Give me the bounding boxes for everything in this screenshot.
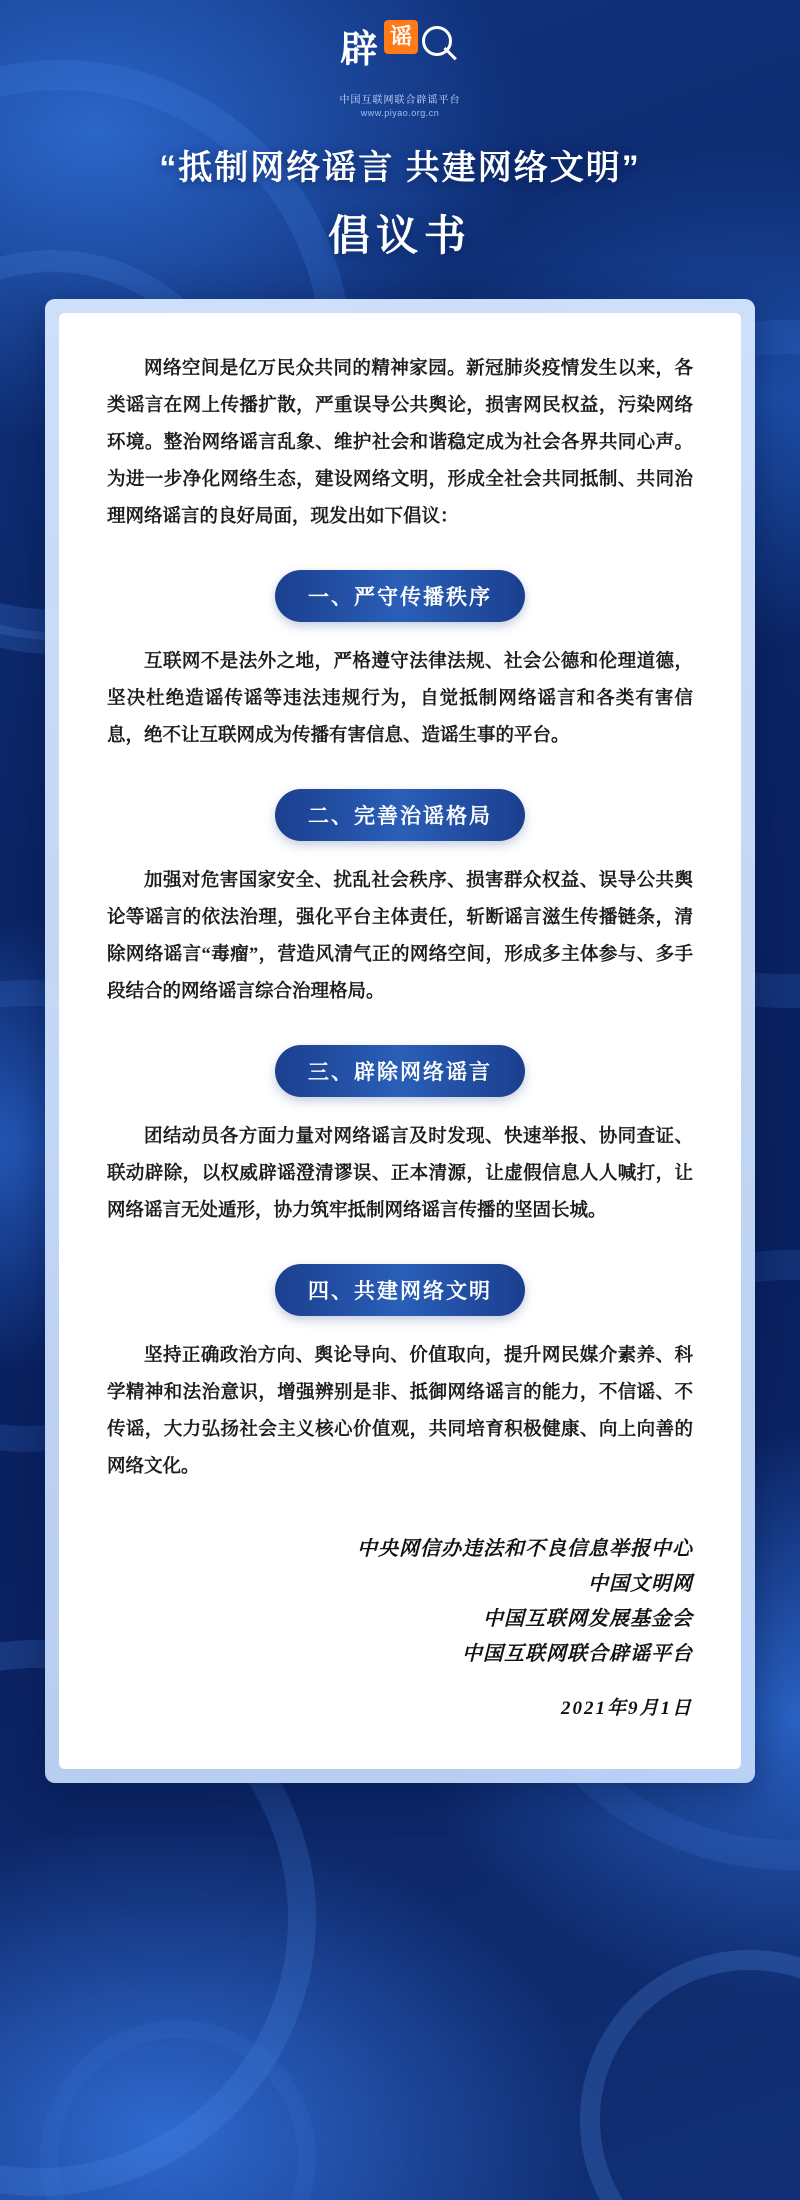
- logo-char-primary: 辟: [340, 29, 380, 71]
- section-text-4: 坚持正确政治方向、舆论导向、价值取向，提升网民媒介素养、科学精神和法治意识，增强辨别是非、抵御网络谣言的能力，不信谣、不传谣，大力弘扬社会主义核心价值观，共同培育积极健康、向上向善的网络文化。: [107, 1346, 693, 1477]
- signoff-line-3: 中国互联网发展基金会: [483, 1608, 693, 1630]
- signoff-block: [107, 1532, 693, 1725]
- logo-url: www.piyao.org.cn: [360, 108, 440, 118]
- decorative-swirl: [580, 1950, 800, 2200]
- section-text-1: 互联网不是法外之地，严格遵守法律法规、社会公德和伦理道德，坚决杜绝造谣传谣等违法违规行为，自觉抵制网络谣言和各类有害信息，绝不让互联网成为传播有害信息、造谣生事的平台。: [107, 652, 693, 746]
- decorative-swirl: [40, 2020, 316, 2200]
- section-heading-3: 三、辟除网络谣言: [275, 1045, 525, 1097]
- section-heading-2: 二、完善治谣格局: [275, 789, 525, 841]
- headline-main: “抵制网络谣言 共建网络文明”: [159, 149, 641, 187]
- content-card-inner: [59, 313, 741, 1769]
- section-text-3: 团结动员各方面力量对网络谣言及时发现、快速举报、协同查证、联动辟除，以权威辟谣澄清谬误、正本清源，让虚假信息人人喊打，让网络谣言无处遁形，协力筑牢抵制网络谣言传播的坚固长城。: [107, 1127, 693, 1221]
- content-card: [45, 299, 755, 1783]
- section-text-2: 加强对危害国家安全、扰乱社会秩序、损害群众权益、误导公共舆论等谣言的依法治理，强化平台主体责任，斩断谣言滋生传播链条，清除网络谣言“毒瘤”，营造风清气正的网络空间，形成多主体参与、多手段结合的网络谣言综合治理格局。: [107, 871, 693, 1002]
- section-heading-1: 一、严守传播秩序: [275, 570, 525, 622]
- logo-badge-char: 谣: [384, 20, 418, 54]
- signoff-line-2: 中国文明网: [588, 1573, 693, 1595]
- logo-mark: [340, 18, 460, 80]
- page-title: [0, 140, 800, 263]
- section-heading-4: 四、共建网络文明: [275, 1264, 525, 1316]
- logo-org-line: 中国互联网联合辟谣平台: [339, 95, 461, 106]
- headline-sub: 倡议书: [327, 212, 472, 259]
- signoff-date: 2021年9月1日: [560, 1698, 693, 1719]
- magnifier-handle-icon: [443, 47, 456, 60]
- signoff-line-4: 中国互联网联合辟谣平台: [462, 1643, 693, 1665]
- signoff-line-1: 中央网信办违法和不良信息举报中心: [357, 1538, 693, 1560]
- site-logo: [0, 0, 800, 118]
- intro-paragraph: 网络空间是亿万民众共同的精神家园。新冠肺炎疫情发生以来，各类谣言在网上传播扩散，严重误导公共舆论，损害网民权益，污染网络环境。整治网络谣言乱象、维护社会和谐稳定成为社会各界共同心声。为进一步净化网络生态，建设网络文明，形成全社会共同抵制、共同治理网络谣言的良好局面，现发出如下倡议：: [107, 359, 693, 527]
